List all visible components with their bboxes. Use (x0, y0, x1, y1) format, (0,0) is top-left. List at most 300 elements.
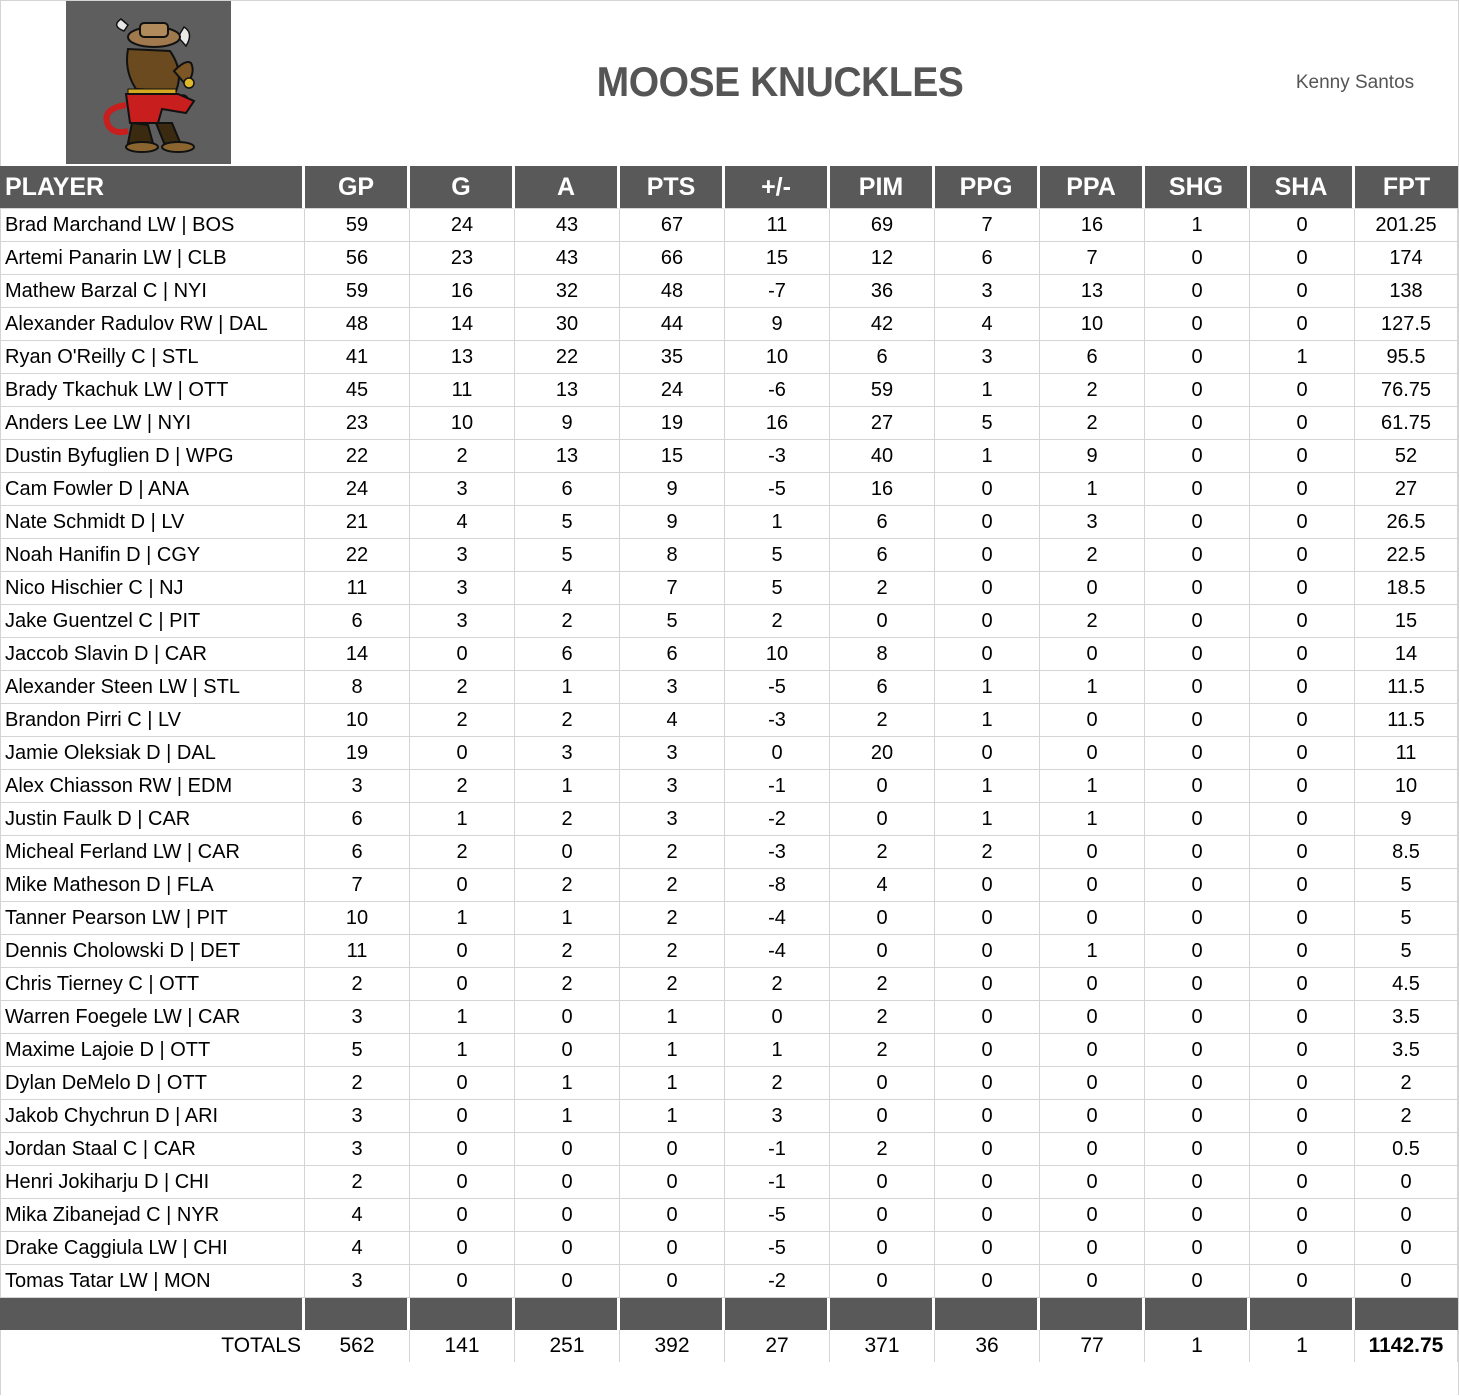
stat-cell-ppg: 0 (935, 1265, 1040, 1298)
stat-cell-ppa: 2 (1040, 374, 1145, 407)
stat-cell-g: 0 (410, 869, 515, 902)
stat-cell-gp: 5 (305, 1034, 410, 1067)
player-name-cell: Cam Fowler D | ANA (0, 473, 305, 506)
table-row (0, 506, 1458, 539)
stat-cell-plus-minus: 2 (725, 605, 830, 638)
stat-cell-ppa: 0 (1040, 869, 1145, 902)
stat-cell-plus-minus: -4 (725, 935, 830, 968)
stat-cell-a: 0 (515, 1232, 620, 1265)
stat-cell-pim: 69 (830, 209, 935, 242)
stat-cell-g: 23 (410, 242, 515, 275)
stat-cell-plus-minus: -2 (725, 803, 830, 836)
stat-cell-plus-minus: -2 (725, 1265, 830, 1298)
totals-row (0, 1330, 1458, 1362)
stat-cell-gp: 59 (305, 209, 410, 242)
stat-cell-ppa: 1 (1040, 473, 1145, 506)
stat-cell-shg: 0 (1145, 1166, 1250, 1199)
stat-cell-plus-minus: -5 (725, 1199, 830, 1232)
player-name-cell: Brad Marchand LW | BOS (0, 209, 305, 242)
stat-cell-g: 14 (410, 308, 515, 341)
stat-cell-ppa: 13 (1040, 275, 1145, 308)
column-header-a: A (515, 166, 620, 209)
stat-cell-pim: 2 (830, 572, 935, 605)
stat-cell-fpt: 174 (1355, 242, 1458, 275)
stat-cell-sha: 0 (1250, 968, 1355, 1001)
stat-cell-shg: 1 (1145, 209, 1250, 242)
stat-cell-ppa: 0 (1040, 1199, 1145, 1232)
stat-cell-ppg: 1 (935, 440, 1040, 473)
table-row (0, 1034, 1458, 1067)
total-a: 251 (515, 1330, 620, 1362)
stat-cell-a: 2 (515, 704, 620, 737)
player-name-cell: Dylan DeMelo D | OTT (0, 1067, 305, 1100)
stat-cell-g: 1 (410, 803, 515, 836)
stat-cell-pim: 2 (830, 836, 935, 869)
stat-cell-pts: 3 (620, 803, 725, 836)
table-row (0, 539, 1458, 572)
player-name-cell: Alexander Steen LW | STL (0, 671, 305, 704)
stat-cell-fpt: 5 (1355, 902, 1458, 935)
stat-cell-g: 0 (410, 1199, 515, 1232)
stat-cell-pim: 16 (830, 473, 935, 506)
stat-cell-a: 2 (515, 968, 620, 1001)
stat-cell-gp: 8 (305, 671, 410, 704)
stat-cell-plus-minus: -5 (725, 473, 830, 506)
stat-cell-sha: 0 (1250, 1001, 1355, 1034)
stat-cell-fpt: 10 (1355, 770, 1458, 803)
stat-cell-pim: 2 (830, 704, 935, 737)
stat-cell-plus-minus: -3 (725, 836, 830, 869)
stat-cell-gp: 4 (305, 1199, 410, 1232)
stat-cell-pts: 7 (620, 572, 725, 605)
stat-cell-fpt: 4.5 (1355, 968, 1458, 1001)
stat-cell-pim: 0 (830, 1232, 935, 1265)
stat-cell-ppg: 5 (935, 407, 1040, 440)
table-row (0, 605, 1458, 638)
stat-cell-fpt: 11 (1355, 737, 1458, 770)
player-name-cell: Mika Zibanejad C | NYR (0, 1199, 305, 1232)
separator-cell (725, 1298, 830, 1330)
stat-cell-plus-minus: -4 (725, 902, 830, 935)
stat-cell-fpt: 76.75 (1355, 374, 1458, 407)
stat-cell-sha: 0 (1250, 935, 1355, 968)
stat-cell-a: 3 (515, 737, 620, 770)
stat-cell-pts: 2 (620, 869, 725, 902)
stat-cell-pts: 3 (620, 737, 725, 770)
stat-cell-gp: 6 (305, 605, 410, 638)
stat-cell-ppa: 0 (1040, 704, 1145, 737)
stat-cell-fpt: 0.5 (1355, 1133, 1458, 1166)
stat-cell-g: 0 (410, 1100, 515, 1133)
stat-cell-ppg: 0 (935, 1199, 1040, 1232)
stat-cell-ppg: 0 (935, 737, 1040, 770)
stat-cell-pim: 2 (830, 968, 935, 1001)
stat-cell-pim: 0 (830, 935, 935, 968)
stat-cell-ppa: 7 (1040, 242, 1145, 275)
stat-cell-ppa: 0 (1040, 1232, 1145, 1265)
stat-cell-a: 4 (515, 572, 620, 605)
stat-cell-sha: 0 (1250, 440, 1355, 473)
stat-cell-gp: 56 (305, 242, 410, 275)
stat-cell-pim: 0 (830, 1100, 935, 1133)
stat-cell-pts: 0 (620, 1199, 725, 1232)
separator-cell (1145, 1298, 1250, 1330)
stat-cell-a: 1 (515, 1067, 620, 1100)
player-name-cell: Alex Chiasson RW | EDM (0, 770, 305, 803)
stat-cell-ppg: 0 (935, 638, 1040, 671)
stat-cell-gp: 2 (305, 1067, 410, 1100)
player-name-cell: Warren Foegele LW | CAR (0, 1001, 305, 1034)
stat-cell-pim: 8 (830, 638, 935, 671)
player-name-cell: Dustin Byfuglien D | WPG (0, 440, 305, 473)
stat-cell-gp: 22 (305, 539, 410, 572)
stat-cell-g: 0 (410, 1067, 515, 1100)
stat-cell-a: 13 (515, 374, 620, 407)
stat-cell-g: 3 (410, 605, 515, 638)
stat-cell-ppa: 10 (1040, 308, 1145, 341)
stat-cell-g: 1 (410, 1001, 515, 1034)
stat-cell-shg: 0 (1145, 440, 1250, 473)
stat-cell-ppg: 2 (935, 836, 1040, 869)
stat-cell-fpt: 3.5 (1355, 1001, 1458, 1034)
stat-cell-g: 2 (410, 836, 515, 869)
stat-cell-ppg: 1 (935, 671, 1040, 704)
column-header-pim: PIM (830, 166, 935, 209)
stat-cell-pts: 19 (620, 407, 725, 440)
stat-cell-sha: 0 (1250, 1166, 1355, 1199)
stat-cell-pts: 66 (620, 242, 725, 275)
stat-cell-fpt: 0 (1355, 1265, 1458, 1298)
player-name-cell: Jaccob Slavin D | CAR (0, 638, 305, 671)
stat-cell-pts: 48 (620, 275, 725, 308)
stat-cell-sha: 0 (1250, 572, 1355, 605)
column-header-ppg: PPG (935, 166, 1040, 209)
stat-cell-pim: 6 (830, 506, 935, 539)
stat-cell-a: 2 (515, 803, 620, 836)
stat-cell-ppa: 0 (1040, 1067, 1145, 1100)
table-row (0, 1067, 1458, 1100)
stat-cell-sha: 1 (1250, 341, 1355, 374)
stat-cell-gp: 2 (305, 968, 410, 1001)
stat-cell-g: 16 (410, 275, 515, 308)
column-header-ppa: PPA (1040, 166, 1145, 209)
table-row (0, 869, 1458, 902)
stat-cell-pim: 42 (830, 308, 935, 341)
stat-cell-fpt: 8.5 (1355, 836, 1458, 869)
stat-cell-g: 0 (410, 1133, 515, 1166)
stat-cell-pim: 2 (830, 1133, 935, 1166)
stat-cell-pim: 0 (830, 605, 935, 638)
stat-cell-sha: 0 (1250, 869, 1355, 902)
stat-cell-pim: 36 (830, 275, 935, 308)
stat-cell-gp: 3 (305, 1100, 410, 1133)
table-row (0, 770, 1458, 803)
stat-cell-pts: 6 (620, 638, 725, 671)
stat-cell-ppg: 0 (935, 473, 1040, 506)
table-row (0, 308, 1458, 341)
table-row (0, 1166, 1458, 1199)
separator-cell (620, 1298, 725, 1330)
separator-cell (515, 1298, 620, 1330)
stat-cell-shg: 0 (1145, 968, 1250, 1001)
table-row (0, 209, 1458, 242)
player-name-cell: Justin Faulk D | CAR (0, 803, 305, 836)
stat-cell-pts: 1 (620, 1067, 725, 1100)
stat-cell-sha: 0 (1250, 803, 1355, 836)
stat-cell-plus-minus: 0 (725, 1001, 830, 1034)
separator-cell (410, 1298, 515, 1330)
stat-cell-pim: 0 (830, 1199, 935, 1232)
stat-cell-gp: 48 (305, 308, 410, 341)
stat-cell-fpt: 18.5 (1355, 572, 1458, 605)
table-row (0, 473, 1458, 506)
stat-cell-plus-minus: 0 (725, 737, 830, 770)
totals-separator-bar (0, 1298, 1458, 1330)
stat-cell-shg: 0 (1145, 242, 1250, 275)
table-row (0, 1133, 1458, 1166)
stat-cell-ppg: 0 (935, 935, 1040, 968)
stat-cell-pim: 2 (830, 1034, 935, 1067)
stat-cell-pts: 0 (620, 1133, 725, 1166)
stat-cell-ppg: 0 (935, 968, 1040, 1001)
column-header-plus-minus: +/- (725, 166, 830, 209)
stat-cell-gp: 7 (305, 869, 410, 902)
player-name-cell: Brandon Pirri C | LV (0, 704, 305, 737)
stat-cell-g: 3 (410, 473, 515, 506)
stat-cell-pts: 4 (620, 704, 725, 737)
stat-cell-gp: 19 (305, 737, 410, 770)
stat-cell-g: 2 (410, 770, 515, 803)
stat-cell-a: 43 (515, 242, 620, 275)
stat-cell-fpt: 11.5 (1355, 704, 1458, 737)
stat-cell-fpt: 5 (1355, 869, 1458, 902)
total-shg: 1 (1145, 1330, 1250, 1362)
stat-cell-a: 2 (515, 605, 620, 638)
stat-cell-g: 0 (410, 1232, 515, 1265)
player-name-cell: Tomas Tatar LW | MON (0, 1265, 305, 1298)
stat-cell-plus-minus: -5 (725, 1232, 830, 1265)
stat-cell-pts: 35 (620, 341, 725, 374)
stat-cell-pts: 0 (620, 1232, 725, 1265)
stat-cell-shg: 0 (1145, 341, 1250, 374)
stat-cell-a: 13 (515, 440, 620, 473)
stat-cell-plus-minus: -3 (725, 704, 830, 737)
team-logo (66, 1, 231, 164)
stat-cell-shg: 0 (1145, 1265, 1250, 1298)
stat-cell-sha: 0 (1250, 671, 1355, 704)
table-row (0, 1001, 1458, 1034)
stat-cell-fpt: 22.5 (1355, 539, 1458, 572)
stat-cell-sha: 0 (1250, 1265, 1355, 1298)
stat-cell-fpt: 0 (1355, 1199, 1458, 1232)
stat-cell-fpt: 14 (1355, 638, 1458, 671)
stat-cell-g: 11 (410, 374, 515, 407)
stat-cell-gp: 3 (305, 1265, 410, 1298)
stat-cell-a: 1 (515, 770, 620, 803)
table-row (0, 572, 1458, 605)
stat-cell-shg: 0 (1145, 374, 1250, 407)
stat-cell-sha: 0 (1250, 836, 1355, 869)
stat-cell-fpt: 27 (1355, 473, 1458, 506)
stat-cell-g: 1 (410, 1034, 515, 1067)
stat-cell-g: 24 (410, 209, 515, 242)
table-row (0, 704, 1458, 737)
stat-cell-ppa: 9 (1040, 440, 1145, 473)
stat-cell-ppa: 0 (1040, 968, 1145, 1001)
stat-cell-pim: 6 (830, 341, 935, 374)
player-name-cell: Jakob Chychrun D | ARI (0, 1100, 305, 1133)
stat-cell-pim: 2 (830, 1001, 935, 1034)
player-name-cell: Maxime Lajoie D | OTT (0, 1034, 305, 1067)
player-name-cell: Chris Tierney C | OTT (0, 968, 305, 1001)
stat-cell-fpt: 3.5 (1355, 1034, 1458, 1067)
stat-cell-sha: 0 (1250, 737, 1355, 770)
stat-cell-ppa: 6 (1040, 341, 1145, 374)
header-row (0, 166, 1458, 209)
team-title: MOOSE KNUCKLES (596, 58, 964, 105)
stat-cell-ppg: 0 (935, 902, 1040, 935)
stat-cell-ppg: 0 (935, 1133, 1040, 1166)
stat-cell-fpt: 5 (1355, 935, 1458, 968)
stat-cell-a: 6 (515, 473, 620, 506)
stat-cell-pim: 4 (830, 869, 935, 902)
stat-cell-plus-minus: -7 (725, 275, 830, 308)
stat-cell-gp: 11 (305, 572, 410, 605)
stat-cell-a: 0 (515, 1133, 620, 1166)
stat-cell-ppg: 7 (935, 209, 1040, 242)
stat-cell-plus-minus: 5 (725, 572, 830, 605)
player-stats-table (0, 166, 1458, 1362)
stat-cell-ppg: 6 (935, 242, 1040, 275)
stat-cell-sha: 0 (1250, 209, 1355, 242)
stat-cell-shg: 0 (1145, 1067, 1250, 1100)
stat-cell-a: 5 (515, 506, 620, 539)
player-name-cell: Nico Hischier C | NJ (0, 572, 305, 605)
stat-cell-ppa: 0 (1040, 1265, 1145, 1298)
stat-cell-shg: 0 (1145, 1001, 1250, 1034)
stat-cell-a: 0 (515, 1001, 620, 1034)
stat-cell-pim: 6 (830, 671, 935, 704)
stat-cell-sha: 0 (1250, 902, 1355, 935)
stat-cell-fpt: 127.5 (1355, 308, 1458, 341)
player-name-cell: Tanner Pearson LW | PIT (0, 902, 305, 935)
stat-cell-shg: 0 (1145, 473, 1250, 506)
stat-cell-fpt: 15 (1355, 605, 1458, 638)
stat-cell-pts: 24 (620, 374, 725, 407)
stat-cell-ppg: 1 (935, 770, 1040, 803)
stat-cell-ppg: 0 (935, 572, 1040, 605)
table-row (0, 275, 1458, 308)
totals-label: TOTALS (221, 1334, 301, 1357)
stat-cell-pim: 59 (830, 374, 935, 407)
stat-cell-shg: 0 (1145, 902, 1250, 935)
stat-cell-sha: 0 (1250, 1034, 1355, 1067)
stat-cell-plus-minus: -3 (725, 440, 830, 473)
stat-cell-g: 1 (410, 902, 515, 935)
stat-cell-fpt: 11.5 (1355, 671, 1458, 704)
stat-cell-ppa: 0 (1040, 737, 1145, 770)
total-ppg: 36 (935, 1330, 1040, 1362)
stat-cell-gp: 3 (305, 1001, 410, 1034)
stat-cell-sha: 0 (1250, 1232, 1355, 1265)
stat-cell-pts: 67 (620, 209, 725, 242)
separator-cell (935, 1298, 1040, 1330)
stat-cell-shg: 0 (1145, 638, 1250, 671)
stat-cell-shg: 0 (1145, 1133, 1250, 1166)
stat-cell-pts: 9 (620, 473, 725, 506)
stat-cell-g: 2 (410, 671, 515, 704)
stat-cell-a: 1 (515, 902, 620, 935)
stat-cell-ppg: 0 (935, 1166, 1040, 1199)
column-header-shg: SHG (1145, 166, 1250, 209)
stat-cell-pts: 1 (620, 1034, 725, 1067)
stat-cell-pim: 0 (830, 803, 935, 836)
separator-cell (305, 1298, 410, 1330)
column-header-sha: SHA (1250, 166, 1355, 209)
stat-cell-ppa: 3 (1040, 506, 1145, 539)
stat-cell-pts: 44 (620, 308, 725, 341)
stat-cell-ppa: 1 (1040, 803, 1145, 836)
total-gp: 562 (305, 1330, 410, 1362)
stat-cell-a: 0 (515, 1199, 620, 1232)
table-row (0, 407, 1458, 440)
stat-cell-sha: 0 (1250, 308, 1355, 341)
stat-cell-pim: 0 (830, 1166, 935, 1199)
table-row (0, 242, 1458, 275)
stat-cell-ppa: 1 (1040, 770, 1145, 803)
player-name-cell: Noah Hanifin D | CGY (0, 539, 305, 572)
stat-cell-fpt: 2 (1355, 1100, 1458, 1133)
stat-cell-pts: 2 (620, 935, 725, 968)
stat-cell-pts: 2 (620, 836, 725, 869)
stat-cell-plus-minus: -8 (725, 869, 830, 902)
player-name-cell: Henri Jokiharju D | CHI (0, 1166, 305, 1199)
player-name-cell: Brady Tkachuk LW | OTT (0, 374, 305, 407)
stat-cell-ppg: 1 (935, 704, 1040, 737)
stat-cell-shg: 0 (1145, 1232, 1250, 1265)
stat-cell-sha: 0 (1250, 1199, 1355, 1232)
stat-cell-a: 30 (515, 308, 620, 341)
table-row (0, 1100, 1458, 1133)
stat-cell-ppg: 0 (935, 1232, 1040, 1265)
stat-cell-g: 0 (410, 1166, 515, 1199)
separator-cell (1355, 1298, 1458, 1330)
stat-cell-pts: 5 (620, 605, 725, 638)
stat-cell-shg: 0 (1145, 605, 1250, 638)
column-header-player: PLAYER (0, 166, 305, 209)
owner-name: Kenny Santos (1295, 72, 1415, 93)
stat-cell-ppg: 0 (935, 506, 1040, 539)
stat-cell-a: 0 (515, 836, 620, 869)
stat-cell-ppa: 0 (1040, 572, 1145, 605)
stat-cell-a: 2 (515, 935, 620, 968)
stat-cell-pim: 40 (830, 440, 935, 473)
stat-cell-gp: 45 (305, 374, 410, 407)
stat-cell-sha: 0 (1250, 473, 1355, 506)
stat-cell-g: 0 (410, 968, 515, 1001)
table-row (0, 374, 1458, 407)
stat-cell-plus-minus: 5 (725, 539, 830, 572)
total-sha: 1 (1250, 1330, 1355, 1362)
stat-cell-plus-minus: 16 (725, 407, 830, 440)
table-row (0, 1265, 1458, 1298)
stat-cell-gp: 2 (305, 1166, 410, 1199)
stat-cell-ppa: 0 (1040, 1133, 1145, 1166)
stat-cell-pim: 0 (830, 1067, 935, 1100)
stat-cell-fpt: 61.75 (1355, 407, 1458, 440)
stat-cell-shg: 0 (1145, 1034, 1250, 1067)
player-name-cell: Nate Schmidt D | LV (0, 506, 305, 539)
